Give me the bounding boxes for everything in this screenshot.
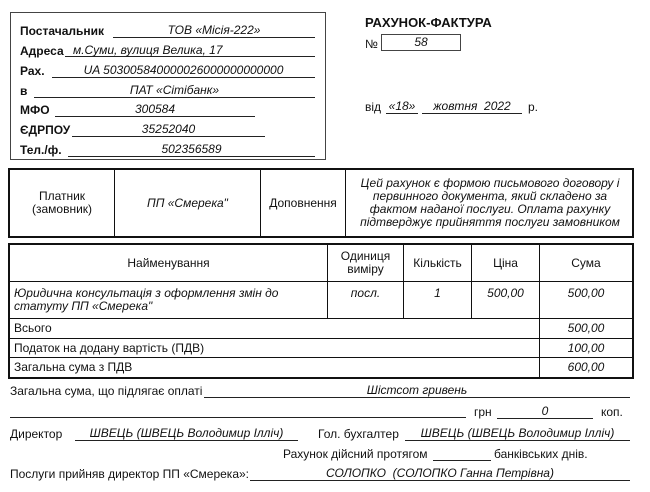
accountant-label: Гол. бухгалтер <box>318 427 399 441</box>
kop-label: коп. <box>601 405 623 419</box>
invoice-title: РАХУНОК-ФАКТУРА <box>365 15 492 30</box>
address-value: м.Суми, вулиця Велика, 17 <box>65 43 315 57</box>
supplier-value: ТОВ «Місія-222» <box>113 23 315 38</box>
edrpou-label: ЄДРПОУ <box>20 123 71 137</box>
mfo-label: МФО <box>20 103 50 117</box>
row-sum: 500,00 <box>567 285 605 300</box>
row-price: 500,00 <box>487 285 524 300</box>
date-day: «18» <box>386 99 418 114</box>
bank-value: ПАТ «Сітібанк» <box>34 83 315 98</box>
header-name: Найменування <box>127 255 210 270</box>
grand-total-value: 600,00 <box>567 360 605 374</box>
row-qty: 1 <box>434 285 441 300</box>
total-value: 500,00 <box>567 321 605 335</box>
header-price: Ціна <box>493 255 518 270</box>
director-label: Директор <box>10 427 63 441</box>
total-payable-words: Шістсот гривень <box>204 383 630 398</box>
kop-value: 0 <box>497 404 593 419</box>
row-name: Юридична консультація з оформлення змін до статуту ПП «Смерека" <box>14 286 279 313</box>
invoice-number-label: № <box>365 37 378 51</box>
addition-label: Доповнення <box>269 195 337 210</box>
header-qty: Кількість <box>413 255 462 270</box>
director-signature: ШВЕЦЬ (ШВЕЦЬ Володимир Ілліч) <box>75 426 298 441</box>
account-label: Рах. <box>20 64 45 78</box>
amount-line <box>10 417 466 418</box>
mfo-value: 300584 <box>55 102 255 117</box>
payer-value: ПП «Смерека" <box>147 195 228 210</box>
header-sum: Сума <box>571 255 601 270</box>
account-value: UA 503005840000026000000000000 <box>52 63 315 78</box>
header-unit: Одиниця виміру <box>340 249 391 276</box>
date-suffix: р. <box>528 100 539 114</box>
grand-total-label: Загальна сума з ПДВ <box>14 360 133 374</box>
phone-label: Тел./ф. <box>20 143 62 157</box>
date-label: від <box>365 100 382 114</box>
invoice-number: 58 <box>381 34 461 51</box>
payer-label: Платник (замовник) <box>31 189 93 216</box>
vat-value: 100,00 <box>567 340 605 355</box>
address-label: Адреса <box>20 44 64 58</box>
vat-label: Податок на додану вартість (ПДВ) <box>14 340 205 355</box>
supplier-label: Постачальник <box>20 24 104 38</box>
accountant-signature: ШВЕЦЬ (ШВЕЦЬ Володимир Ілліч) <box>405 426 630 441</box>
bank-prefix: в <box>20 84 28 98</box>
edrpou-value: 35252040 <box>72 122 265 137</box>
total-payable-label: Загальна сума, що підлягає оплаті <box>10 384 203 398</box>
validity-suffix: банківських днів. <box>494 447 588 461</box>
phone-value: 502356589 <box>68 142 315 157</box>
uah-label: грн <box>474 405 492 419</box>
accepted-signature: СОЛОПКО (СОЛОПКО Ганна Петрівна) <box>250 466 630 481</box>
addition-text: Цей рахунок є формою письмового договору і первинного документа, який складено за фактом наданої послуги. Оплата рахунку підтверджує прийняття послуги замовником <box>360 176 620 229</box>
date-month-year: жовтня 2022 <box>422 99 522 114</box>
payer-divider-3 <box>345 170 346 236</box>
accepted-label: Послуги прийняв директор ПП «Смерека»: <box>10 467 249 481</box>
validity-days-line <box>433 460 491 461</box>
total-label: Всього <box>14 321 52 335</box>
validity-text: Рахунок дійсний протягом <box>283 447 428 461</box>
row-unit: посл. <box>350 285 381 300</box>
